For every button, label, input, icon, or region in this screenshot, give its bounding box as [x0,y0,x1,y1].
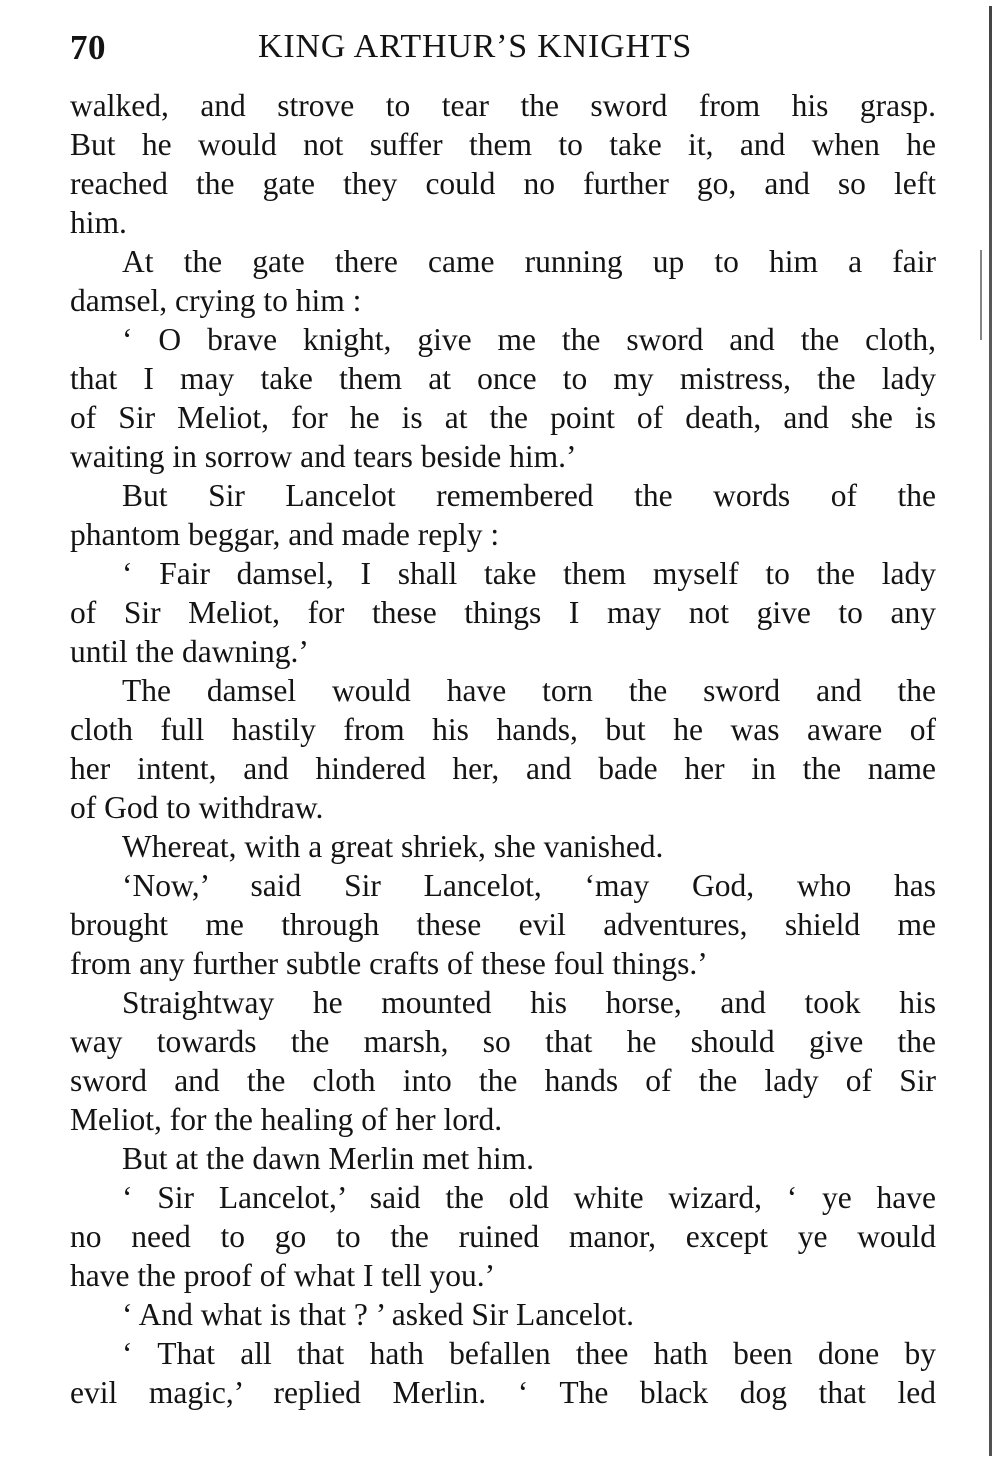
text-line: that I may take them at once to my mistress, the lady [70,361,936,396]
text-line: Meliot, for the healing of her lord. [70,1102,503,1137]
text-line: have the proof of what I tell you.’ [70,1258,496,1293]
text-line: But Sir Lancelot remembered the words of the [122,478,936,513]
text-line: phantom beggar, and made reply : [70,517,500,552]
running-head: KING ARTHUR’S KNIGHTS [258,28,693,65]
text-line: brought me through these evil adventures, shield me [70,907,936,942]
text-line: of Sir Meliot, for these things I may not give to any [70,595,936,630]
text-line: him. [70,205,127,240]
text-line: of God to withdraw. [70,790,324,825]
text-line: walked, and strove to tear the sword from his grasp. [70,88,936,123]
text-line: ‘ And what is that ? ’ asked Sir Lancelot. [122,1297,635,1332]
text-line: reached the gate they could no further go, and so left [70,166,936,201]
text-line: until the dawning.’ [70,634,309,669]
text-line: ‘Now,’ said Sir Lancelot, ‘may God, who has [122,868,936,903]
page-edge-shadow [989,6,992,1456]
text-line: from any further subtle crafts of these foul things.’ [70,946,708,981]
text-line: her intent, and hindered her, and bade her in the name [70,751,936,786]
text-line: ‘ O brave knight, give me the sword and the cloth, [122,322,936,357]
text-line: cloth full hastily from his hands, but he was aware of [70,712,936,747]
text-line: At the gate there came running up to him a fair [122,244,936,279]
text-line: waiting in sorrow and tears beside him.’ [70,439,577,474]
text-line: damsel, crying to him : [70,283,362,318]
page-edge-mark [980,250,982,340]
text-line: The damsel would have torn the sword and the [122,673,936,708]
body-text [70,86,936,1412]
page-header [70,24,950,74]
text-line: Straightway he mounted his horse, and took his [122,985,936,1020]
text-line: But he would not suffer them to take it, and when he [70,127,936,162]
text-line: ‘ That all that hath befallen thee hath been done by [122,1336,936,1371]
text-line: ‘ Sir Lancelot,’ said the old white wizard, ‘ ye have [122,1180,936,1215]
text-line: But at the dawn Merlin met him. [122,1141,535,1176]
text-line: evil magic,’ replied Merlin. ‘ The black dog that led [70,1375,936,1410]
text-line: ‘ Fair damsel, I shall take them myself to the lady [122,556,936,591]
page-number: 70 [70,28,106,67]
text-line: sword and the cloth into the hands of the lady of Sir [70,1063,936,1098]
text-line: no need to go to the ruined manor, except ye would [70,1219,936,1254]
text-line: Whereat, with a great shriek, she vanished. [122,829,664,864]
text-line: way towards the marsh, so that he should give the [70,1024,936,1059]
text-line: of Sir Meliot, for he is at the point of death, and she is [70,400,936,435]
